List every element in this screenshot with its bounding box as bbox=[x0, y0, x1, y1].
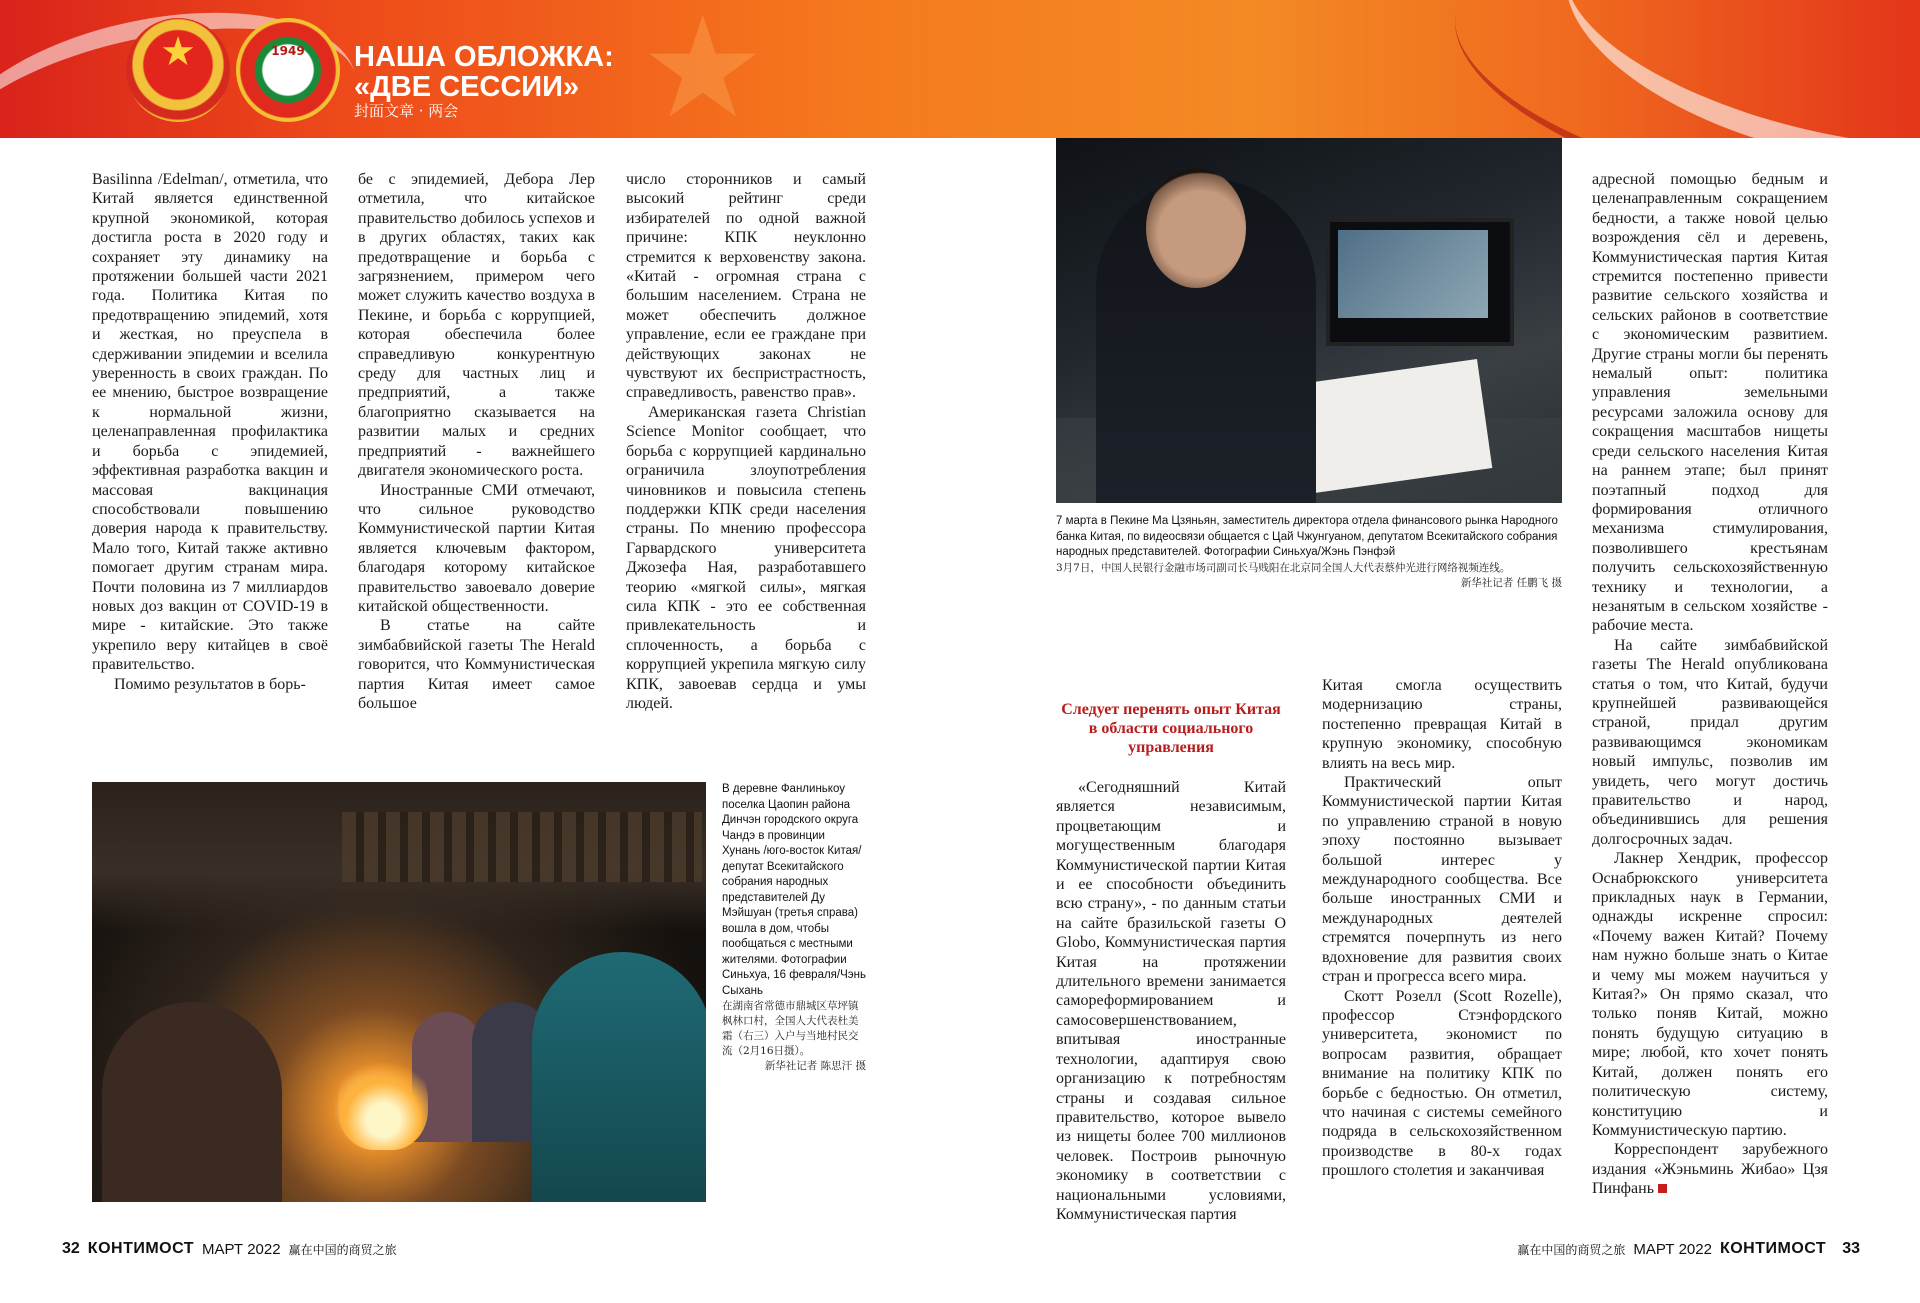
emblem-year: 1949 bbox=[271, 44, 305, 58]
paragraph: Китая смогла осуществить модернизацию страны, постепенно превращая Китай в крупную экономику, способную влиять на весь мир. bbox=[1322, 677, 1562, 772]
section-title bbox=[354, 42, 614, 102]
photo-credit: 新华社记者 任鹏飞 摄 bbox=[1460, 576, 1562, 589]
paragraph: Скотт Розелл (Scott Rozelle), профессор Стэнфордского университета, экономист по вопросам развития, обращает внимание на политику КПК по борьбе с бедностью. Он отметил, что начиная с системы семейного подряда в сельскохозяйственном производстве в 80-х годах прошлого столетия и заканчивая bbox=[1322, 987, 1562, 1180]
paragraph: Практический опыт Коммунистической партии Китая по управлению страной в новую эпоху постоянно вызывает большой интерес у международного сообщества. Все больше иностранных СМИ и международных деятелей стремятся почерпнуть из него вдохновение для развития своих стран и прогресса всего мира. bbox=[1322, 774, 1562, 986]
footer-left bbox=[62, 1240, 397, 1258]
text-column-1 bbox=[92, 170, 328, 694]
star-icon: ★ bbox=[640, 0, 766, 138]
paragraph: Basilinna /Edelman/, отметила, что Китай является единственной крупной экономикой, которая достигла роста в 2020 году и сохраняет эту динамику на протяжении большей части 2021 года. Политика Китая по предотвращению эпидемий, хотя и жесткая, но преуспела в сдерживании эпидемии и вселила уверенность в своих граждан. По ее мнению, быстрое возвращение к нормальной жизни, целенаправленная профилактика и борьба с эпидемией, эффективная разработка вакцин и массовая вакцинация способствовали повышению доверия народа к правительству. Мало того, Китай также активно помогает другим странам мира. Почти половина из 7 миллиардов новых доз вакцин от COVID-19 в мире - китайские. Это также укрепило веру китайцев в своё правительство. bbox=[92, 171, 328, 674]
footer-right bbox=[1517, 1240, 1860, 1258]
text-column-2 bbox=[358, 170, 595, 713]
national-emblem-icon: ★ bbox=[126, 18, 230, 122]
paragraph: «Сегодняшний Китай является независимым, процветающим и могущественным благодаря Коммунистической партии Китая и ее способности объединить всю страну», - по данным статьи на сайте бразильской газеты O Globo, Коммунистическая партия Китая на протяжении длительного времени занимается самореформированием и самосовершенствованием, впитывая иностранные технологии, адаптируя свою организацию к потребностям страны и создавая сильное правительство, которое вывело из нищеты более 700 миллионов человек. Построив рыночную экономику в соответствии с национальными условиями, Коммунистическая партия bbox=[1056, 779, 1286, 1223]
end-mark-icon bbox=[1658, 1184, 1667, 1193]
magazine-name: КОНТИМОСТ bbox=[1719, 1240, 1827, 1257]
caption-office bbox=[1056, 514, 1562, 591]
paragraph: бе с эпидемией, Дебора Лер отметила, что китайское правительство добилось успехов и в других областях, таких как предотвращение и борьба с загрязнением, примером чего может служить качество воздуха в Пекине, и борьба с коррупцией, которая обеспечила более справедливую конкурентную среду для частных лиц и предприятий, а также благоприятно сказывается на развитии малых и средних предприятий - важнейшего двигателя экономического роста. bbox=[358, 171, 595, 480]
paragraph: Американская газета Christian Science Monitor сообщает, что борьба с коррупцией кардинально ограничила злоупотребления чиновников и повысила степень поддержки КПК среди населения страны. По мнению профессора Гарвардского университета Джозефа Ная, разработавшего теорию «мягкой силы», мягкая сила КПК - это ее собственная привлекательность и сплоченность, а борьба с коррупцией укрепила мягкую силу КПК, завоевав сердца и умы людей. bbox=[626, 403, 866, 712]
caption-text-zh: 3月7日，中国人民银行金融市场司副司长马贱阳在北京同全国人大代表蔡仲光进行网络视频连线。 bbox=[1056, 561, 1511, 574]
paragraph: Помимо результатов в борь- bbox=[114, 675, 306, 693]
page-number: 33 bbox=[1842, 1240, 1860, 1257]
cppcc-emblem-icon bbox=[236, 18, 340, 122]
magazine-name: КОНТИМОСТ bbox=[87, 1240, 195, 1257]
paragraph: Лакнер Хендрик, профессор Оснабрюкского университета прикладных наук в Германии, однажды искренне спросил: «Почему важен Китай? Почему нам нужно больше знать о Китае и чему мы можем научиться у Китая?» Он прямо сказал, что только поняв Китай, можно понять будущую ситуацию в мире; любой, кто хочет понять Китай, должен понять его политическую систему, конституцию и Коммунистическую партию. bbox=[1592, 850, 1828, 1139]
paragraph: Иностранные СМИ отмечают, что сильное руководство Коммунистической партии Китая является ключевым фактором, благодаря которому китайское правительство завоевало доверие китайской общественности. bbox=[358, 481, 595, 615]
caption-text-zh: 在湖南省常德市鼎城区草坪镇枫林口村，全国人大代表杜美霜（右三）入户与当地村民交流（2月16日摄）。 bbox=[722, 1000, 859, 1057]
paragraph: число сторонников и самый высокий рейтинг среди избирателей по одной важной причине: КПК неуклонно стремится к верховенству закона. «Китай - огромная страна с большим населением. Страна не может обеспечить должное управление, если ее граждане при действующих законах не чувствуют их беспристрастность, справедливость, равенство прав». bbox=[626, 171, 866, 402]
section-title-line2: «ДВЕ СЕССИИ» bbox=[354, 71, 580, 103]
paragraph: Корреспондент зарубежного издания «Жэньминь Жибао» Цзя Пинфань bbox=[1592, 1141, 1828, 1198]
caption-text-ru: В деревне Фанлинькоу поселка Цаопин района Динчэн городского округа Чандэ в провинции Хунань /юго-восток Китая/ депутат Всекитайского собрания народных представителей Ду Мэйшуан (третья справа) вошла в дом, чтобы пообщаться с местными жителями. Фотографии Синьхуа, 16 февраля/Чэнь Сыхань bbox=[722, 783, 866, 997]
subheading: Следует перенять опыт Китая в области социального управления bbox=[1061, 701, 1281, 756]
slogan: 赢在中国的商贸之旅 bbox=[1517, 1242, 1626, 1257]
issue-date: МАРТ 2022 bbox=[1633, 1240, 1712, 1258]
photo-credit: 新华社记者 陈思汗 摄 bbox=[764, 1060, 866, 1072]
section-title-line1: НАША ОБЛОЖКА: bbox=[354, 41, 614, 73]
text-column-sub-mid bbox=[1322, 676, 1562, 1181]
caption-village bbox=[722, 782, 866, 1074]
text-column-sub-left bbox=[1056, 778, 1286, 1224]
photo-village-fireside bbox=[92, 782, 706, 1202]
header-banner bbox=[0, 0, 1920, 138]
slogan: 赢在中国的商贸之旅 bbox=[288, 1242, 397, 1257]
paragraph: На сайте зимбабвийской газеты The Herald опубликована статья о том, что Китай, будучи крупнейшей развивающейся страной, придал другим развивающимся экономикам новый импульс, позволив им увидеть, чего могут достичь правительство и народ, объединившись для решения долгосрочных задач. bbox=[1592, 636, 1828, 848]
section-subtitle: 封面文章 · 两会 bbox=[354, 102, 459, 120]
page-number: 32 bbox=[62, 1240, 80, 1257]
photo-video-conference bbox=[1056, 138, 1562, 503]
text-column-right bbox=[1592, 170, 1828, 1199]
caption-text-ru: 7 марта в Пекине Ма Цзяньян, заместитель директора отдела финансового рынка Народного банка Китая, по видеосвязи общается с Цай Чжунгуаном, депутатом Всекитайского собрания народных представителей. Фотографии Синьхуа/Жэнь Пэнфэй bbox=[1056, 515, 1558, 558]
paragraph: адресной помощью бедным и целенаправленным сокращением бедности, а также новой целью возрождения сёл и деревень, Коммунистическая партия Китая стремится постепенно привести развитие сельского хозяйства и сельских районов в соответствие с экономическим развитием. Другие страны могли бы перенять немалый опыт: политика управления земельными ресурсами заложила основу для сокращения масштабов нищеты среди сельского населения Китая на раннем этапе; был принят поэтапный подход для формирования отличного механизма стимулирования, позволившего крестьянам получить сельскохозяйственную технику и технологии, а незанятым в сельском хозяйстве - рабочие места. bbox=[1592, 171, 1828, 635]
paragraph: В статье на сайте зимбабвийской газеты The Herald говорится, что Коммунистическая партия Китая имеет самое большое bbox=[358, 617, 595, 712]
text-column-3 bbox=[626, 170, 866, 713]
issue-date: МАРТ 2022 bbox=[202, 1240, 281, 1258]
